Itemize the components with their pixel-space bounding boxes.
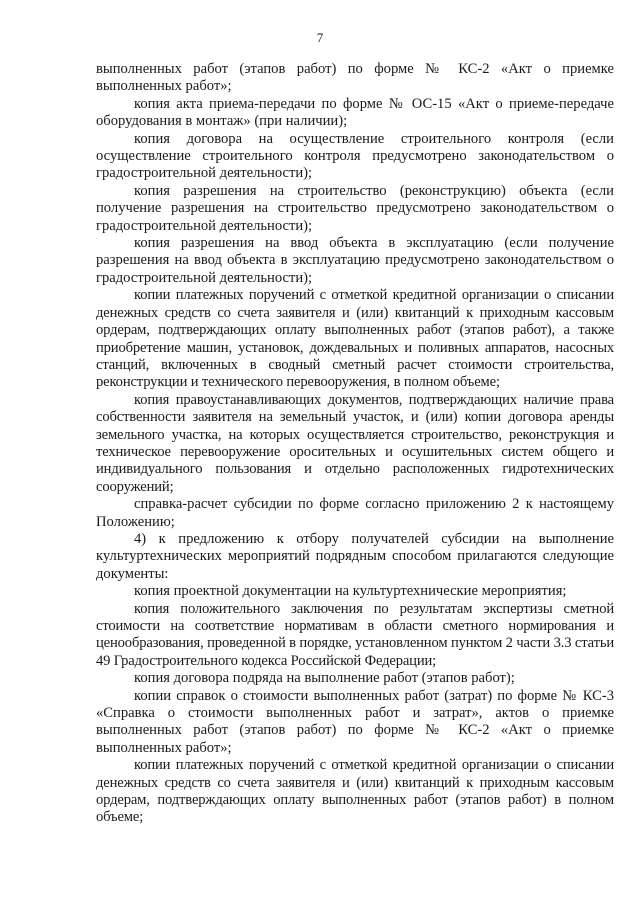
paragraph: копия положительного заключения по результатам экспертизы сметной стоимости на соответствие нормативам в области сметного нормирования и ценообразования, проведенной в порядке, установленном пунктом 2 части 3.3 статьи 49 Градостроительного кодекса Российской Федерации; [96,600,614,669]
document-body [96,61,614,827]
page-number: 7 [316,30,324,45]
paragraph: копии платежных поручений с отметкой кредитной организации о списании денежных средств со счета заявителя и (или) квитанций к приходным кассовым ордерам, подтверждающих оплату выполненных работ (этапов работ), а также приобретение машин, установок, дождевальных и поливных аппаратов, насосных станций, включенных в сводный сметный расчет стоимости строительства, реконструкции и технического перевооружения, в полном объеме; [96,287,614,391]
paragraph: копия разрешения на строительство (реконструкцию) объекта (если получение разрешения на строительство предусмотрено законодательством о градостроительной деятельности); [96,182,614,234]
paragraph: копии справок о стоимости выполненных работ (затрат) по форме № КС-3 «Справка о стоимости выполненных работ и затрат», актов о приемке выполненных работ (этапов работ) по форме № КС-2 «Акт о приемке выполненных работ»; [96,687,614,756]
paragraph: выполненных работ (этапов работ) по форме № КС-2 «Акт о приемке выполненных работ»; [96,61,614,95]
paragraph: 4) к предложению к отбору получателей субсидии на выполнение культуртехнических мероприятий подрядным способом прилагаются следующие документы: [96,530,614,582]
paragraph: копия договора на осуществление строительного контроля (если осуществление строительного контроля предусмотрено законодательством о градостроительной деятельности); [96,130,614,182]
paragraph: копии платежных поручений с отметкой кредитной организации о списании денежных средств со счета заявителя и (или) квитанций к приходным кассовым ордерам, подтверждающих оплату выполненных работ (этапов работ) в полном объеме; [96,757,614,826]
paragraph: справка-расчет субсидии по форме согласно приложению 2 к настоящему Положению; [96,496,614,530]
paragraph: копия правоустанавливающих документов, подтверждающих наличие права собственности заявителя на земельный участок, и (или) копии договора аренды земельного участка, на которых осуществляется строительство, реконструкция и техническое перевооружение оросительных и осушительных систем общего и индивидуального пользования и отдельно расположенных гидротехнических сооружений; [96,391,614,495]
paragraph: копия проектной документации на культуртехнические мероприятия; [134,583,567,600]
paragraph: копия акта приема-передачи по форме № ОС-15 «Акт о приеме-передаче оборудования в монтаж» (при наличии); [96,95,614,130]
paragraph: копия разрешения на ввод объекта в эксплуатацию (если получение разрешения на ввод объекта в эксплуатацию предусмотрено законодательством о градостроительной деятельности); [96,235,614,286]
paragraph: копия договора подряда на выполнение работ (этапов работ); [134,670,515,687]
